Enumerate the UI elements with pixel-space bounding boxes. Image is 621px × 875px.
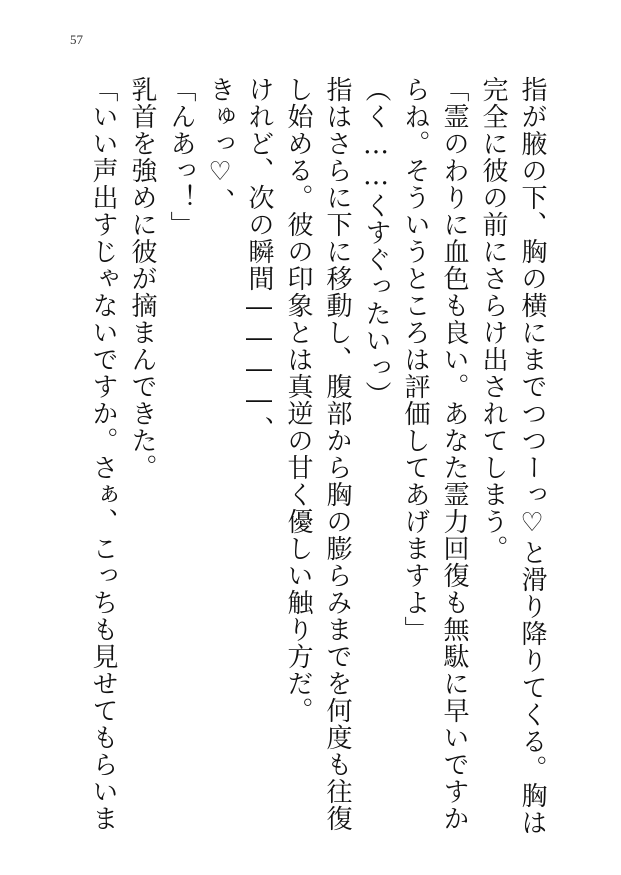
text-line-8: けれど、次の瞬間――――、 — [244, 76, 274, 443]
text-line-1: 指が腋の下、胸の横にまでつつーっ♡と滑り降りてくる。胸は — [517, 76, 547, 836]
page-number: 57 — [70, 32, 83, 47]
text-line-9: きゅっ♡、 — [205, 76, 235, 215]
text-line-7: し始める。彼の印象とは真逆の甘く優しい触り方だ。 — [283, 76, 313, 724]
text-line-11: 乳首を強めに彼が摘まんできた。 — [127, 76, 157, 481]
text-line-2: 完全に彼の前にさらけ出されてしまう。 — [478, 76, 508, 562]
text-line-4: らね。そういうところは評価してあげますよ」 — [400, 76, 430, 643]
text-line-3: 「霊のわりに血色も良い。あなた霊力回復も無駄に早いですか — [439, 76, 469, 832]
text-line-12: 「いい声出すじゃないですか。さぁ、こっちも見せてもらいま — [88, 76, 118, 832]
vertical-text-body — [77, 76, 551, 846]
text-line-10: 「んあっ！」 — [166, 76, 196, 238]
text-line-5: （く……くすぐったいっ） — [361, 76, 391, 408]
text-line-6: 指はさらに下に移動し、腹部から胸の膨らみまでを何度も往復 — [322, 76, 352, 832]
